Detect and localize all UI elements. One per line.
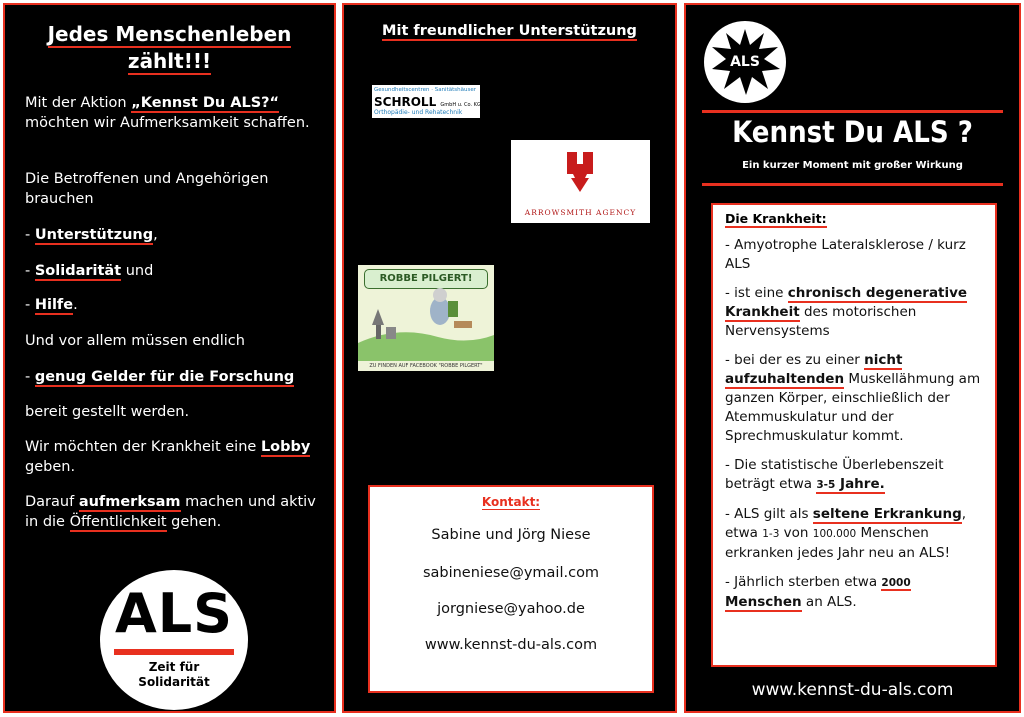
panel-middle (342, 3, 677, 713)
contact-heading: Kontakt: (481, 495, 541, 509)
provided-text: bereit gestellt werden. (25, 404, 190, 420)
info-paragraph: - bei der es zu einer nicht aufzuhaltenden Muskellähmung am ganzen Körper, einschließlich der Atemmuskulatur und der Sprechmuskulatur kommt. (725, 352, 981, 444)
arrowsmith-logo: ARROWSMITH AGENCY (511, 140, 650, 223)
als-splash-logo: ALS (704, 21, 786, 103)
robbe-pilgert-logo: ROBBE PILGERT! ZU FINDEN AUF FACEBOOK "ROBBE PILGERT" (358, 265, 494, 371)
page-title: Jedes Menschenleben zählt!!! (47, 22, 292, 73)
list-item: - Unterstützung, (25, 227, 158, 243)
intro-paragraph: Mit der Aktion „Kennst Du ALS?“ möchten wir Aufmerksamkeit schaffen. (25, 95, 310, 131)
above-all-text: Und vor allem müssen endlich (25, 333, 245, 349)
list-item: - Hilfe. (25, 297, 78, 313)
website-url[interactable]: www.kennst-du-als.com (751, 680, 954, 700)
info-paragraph: - ALS gilt als seltene Erkrankung, etwa 1-3 von 100.000 Menschen erkranken jedes Jahr neu an ALS! (725, 506, 967, 561)
list-item: - genug Gelder für die Forschung (25, 369, 295, 385)
info-paragraph: - Die statistische Überlebenszeit beträgt etwa 3-5 Jahre. (725, 457, 944, 492)
panel-left (3, 3, 336, 713)
contact-names: Sabine und Jörg Niese (431, 527, 591, 543)
info-paragraph: - Jährlich sterben etwa 2000 Menschen an ALS. (725, 574, 911, 610)
pilgrim-illustration-icon (358, 265, 494, 371)
contact-email[interactable]: sabineniese@ymail.com (422, 565, 600, 581)
disease-heading: Die Krankheit: (725, 211, 827, 226)
sponsors-heading: Mit freundlicher Unterstützung (382, 23, 637, 39)
schroll-logo: Gesundheitscentren · Sanitätshäuser SCHROLL GmbH u. Co. KG Orthopädie- und Rehatechnik (374, 87, 481, 116)
disease-info-box (711, 203, 997, 667)
panel-right (684, 3, 1021, 713)
contact-website[interactable]: www.kennst-du-als.com (424, 637, 598, 653)
info-paragraph: - Amyotrophe Lateralsklerose / kurz ALS (725, 237, 966, 272)
lobby-paragraph: Wir möchten der Krankheit eine Lobby geben. (25, 439, 311, 475)
brochure-subtitle: Ein kurzer Moment mit großer Wirkung (742, 160, 963, 171)
info-paragraph: - ist eine chronisch degenerative Krankheit des motorischen Nervensystems (725, 285, 968, 339)
contact-email[interactable]: jorgniese@yahoo.de (437, 601, 585, 617)
affected-paragraph: Die Betroffenen und Angehörigen brauchen (25, 171, 269, 207)
als-logo: ALS Zeit für Solidarität (100, 570, 248, 710)
awareness-paragraph: Darauf aufmerksam machen und aktiv in die Öffentlichkeit gehen. (25, 494, 316, 530)
contact-box (368, 485, 654, 693)
list-item: - Solidarität und (25, 263, 154, 279)
brochure-title: Kennst Du ALS ? (732, 115, 973, 149)
campaign-name: „Kennst Du ALS?“ (131, 95, 280, 111)
